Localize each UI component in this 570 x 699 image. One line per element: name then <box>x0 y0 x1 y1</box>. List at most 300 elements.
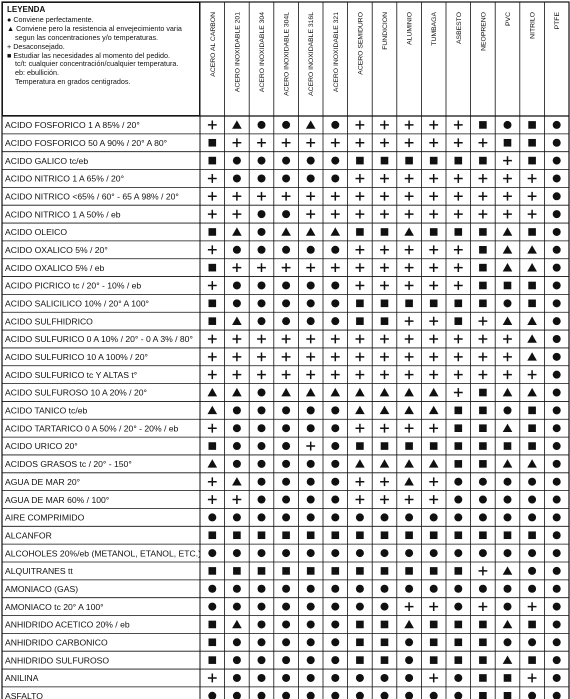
square-symbol <box>528 121 536 129</box>
plus-symbol <box>479 210 488 219</box>
plus-symbol <box>503 174 512 183</box>
circle-symbol <box>307 513 315 521</box>
square-symbol <box>528 424 536 432</box>
circle-symbol <box>331 620 339 628</box>
circle-symbol <box>381 674 389 682</box>
triangle-symbol <box>503 317 513 325</box>
circle-symbol <box>331 585 339 593</box>
row-label: ACIDO SULFURICO tc Y ALTAS t° <box>5 369 138 380</box>
triangle-symbol <box>404 227 414 235</box>
square-symbol <box>455 228 463 236</box>
column-header: ACERO AL CARBON <box>209 12 217 77</box>
plus-symbol <box>380 352 389 361</box>
triangle-symbol <box>527 459 537 467</box>
row-label: ACIDO URICO 20° <box>5 441 78 452</box>
plus-symbol <box>208 477 217 486</box>
plus-symbol <box>282 370 291 379</box>
circle-symbol <box>381 585 389 593</box>
square-symbol <box>455 638 463 646</box>
square-symbol <box>479 531 487 539</box>
triangle-symbol <box>404 406 414 414</box>
square-symbol <box>356 638 364 646</box>
triangle-symbol <box>429 406 439 414</box>
circle-symbol <box>553 335 561 343</box>
square-symbol <box>381 317 389 325</box>
circle-symbol <box>553 531 561 539</box>
plus-symbol <box>356 210 365 219</box>
triangle-symbol <box>306 227 316 235</box>
circle-symbol <box>233 246 241 254</box>
square-symbol <box>504 674 512 682</box>
circle-symbol <box>233 442 241 450</box>
legend-line: eb: ebullición. <box>15 68 59 78</box>
circle-symbol <box>282 674 290 682</box>
square-symbol <box>209 656 217 664</box>
square-symbol <box>430 157 438 165</box>
row-label: ACIDO NITRICO 1 A 65% / 20° <box>5 173 125 184</box>
column-header: ACERO INOXIDABLE 316L <box>308 12 316 96</box>
circle-symbol <box>307 656 315 664</box>
circle-symbol <box>504 406 512 414</box>
plus-symbol <box>356 335 365 344</box>
circle-symbol <box>233 460 241 468</box>
square-symbol <box>209 567 217 575</box>
plus-symbol <box>380 424 389 433</box>
plus-symbol <box>454 121 463 130</box>
plus-symbol <box>528 370 537 379</box>
row-label: ACIDO SALICILICO 10% / 20° A 100° <box>5 298 149 309</box>
circle-symbol <box>479 478 487 486</box>
circle-symbol <box>405 513 413 521</box>
circle-symbol <box>553 513 561 521</box>
row-label: ACIDO OXALICO 5% / eb <box>5 262 105 273</box>
plus-symbol <box>405 138 414 147</box>
circle-symbol <box>454 603 462 611</box>
plus-symbol <box>356 352 365 361</box>
column-header: NEOPRENO <box>480 12 488 51</box>
circle-symbol <box>553 139 561 147</box>
triangle-symbol <box>380 388 390 396</box>
square-symbol <box>479 621 487 629</box>
triangle-symbol <box>232 317 242 325</box>
plus-symbol <box>405 335 414 344</box>
circle-symbol <box>528 549 536 557</box>
circle-symbol <box>258 549 266 557</box>
triangle-symbol <box>306 388 316 396</box>
circle-symbol <box>258 442 266 450</box>
legend-line: ● Conviene perfectamente. <box>7 14 94 24</box>
square-symbol <box>430 567 438 575</box>
circle-symbol <box>504 585 512 593</box>
plus-symbol <box>356 245 365 254</box>
circle-symbol <box>233 603 241 611</box>
square-symbol <box>405 442 413 450</box>
square-symbol <box>209 317 217 325</box>
circle-symbol <box>331 478 339 486</box>
plus-symbol <box>405 424 414 433</box>
plus-symbol <box>528 602 537 611</box>
circle-symbol <box>282 549 290 557</box>
plus-symbol <box>208 495 217 504</box>
square-symbol <box>479 121 487 129</box>
square-symbol <box>332 531 340 539</box>
triangle-symbol <box>503 424 513 432</box>
plus-symbol <box>429 477 438 486</box>
row-label: AMONIACO tc 20° A 100° <box>5 601 104 612</box>
plus-symbol <box>380 370 389 379</box>
circle-symbol <box>307 692 315 699</box>
circle-symbol <box>356 603 364 611</box>
square-symbol <box>455 567 463 575</box>
circle-symbol <box>454 585 462 593</box>
circle-symbol <box>553 121 561 129</box>
square-symbol <box>455 317 463 325</box>
square-symbol <box>479 264 487 272</box>
plus-symbol <box>503 192 512 201</box>
plus-symbol <box>233 192 242 201</box>
plus-symbol <box>356 424 365 433</box>
plus-symbol <box>454 335 463 344</box>
circle-symbol <box>553 424 561 432</box>
row-label: ANHIDRIDO SULFUROSO <box>5 655 110 666</box>
circle-symbol <box>381 513 389 521</box>
triangle-symbol <box>232 120 242 128</box>
row-label: ALCANFOR <box>5 530 52 541</box>
circle-symbol <box>504 496 512 504</box>
square-symbol <box>356 621 364 629</box>
square-symbol <box>430 442 438 450</box>
row-label: AIRE COMPRIMIDO <box>5 512 85 523</box>
square-symbol <box>381 656 389 664</box>
triangle-symbol <box>404 459 414 467</box>
square-symbol <box>430 531 438 539</box>
square-symbol <box>209 442 217 450</box>
plus-symbol <box>257 335 266 344</box>
square-symbol <box>209 300 217 308</box>
square-symbol <box>356 656 364 664</box>
square-symbol <box>455 424 463 432</box>
circle-symbol <box>282 210 290 218</box>
triangle-symbol <box>404 477 414 485</box>
plus-symbol <box>380 210 389 219</box>
square-symbol <box>405 531 413 539</box>
triangle-symbol <box>503 263 513 271</box>
square-symbol <box>479 674 487 682</box>
circle-symbol <box>553 567 561 575</box>
circle-symbol <box>553 246 561 254</box>
circle-symbol <box>553 620 561 628</box>
plus-symbol <box>380 245 389 254</box>
square-symbol <box>307 531 315 539</box>
row-label: AGUA DE MAR 20° <box>5 476 81 487</box>
circle-symbol <box>356 513 364 521</box>
circle-symbol <box>405 549 413 557</box>
column-header: ACERO INOXIDABLE 321 <box>332 12 340 93</box>
plus-symbol <box>356 281 365 290</box>
column-header: ACERO SEMIDURO <box>357 12 365 75</box>
plus-symbol <box>380 121 389 130</box>
triangle-symbol <box>503 566 513 574</box>
square-symbol <box>307 567 315 575</box>
square-symbol <box>479 228 487 236</box>
circle-symbol <box>553 317 561 325</box>
circle-symbol <box>307 549 315 557</box>
circle-symbol <box>553 585 561 593</box>
square-symbol <box>356 442 364 450</box>
plus-symbol <box>356 192 365 201</box>
circle-symbol <box>282 478 290 486</box>
circle-symbol <box>504 603 512 611</box>
circle-symbol <box>331 174 339 182</box>
plus-symbol <box>208 121 217 130</box>
circle-symbol <box>282 603 290 611</box>
plus-symbol <box>405 317 414 326</box>
circle-symbol <box>553 656 561 664</box>
plus-symbol <box>405 263 414 272</box>
plus-symbol <box>257 192 266 201</box>
square-symbol <box>282 531 290 539</box>
plus-symbol <box>479 192 488 201</box>
plus-symbol <box>405 370 414 379</box>
circle-symbol <box>381 692 389 699</box>
circle-symbol <box>307 460 315 468</box>
circle-symbol <box>282 656 290 664</box>
plus-symbol <box>306 192 315 201</box>
legend-line: segun las concentraciones y/o temperaturas. <box>15 32 159 42</box>
row-label: AGUA DE MAR 60% / 100° <box>5 494 110 505</box>
triangle-symbol <box>429 459 439 467</box>
square-symbol <box>455 300 463 308</box>
triangle-symbol <box>380 406 390 414</box>
plus-symbol <box>405 245 414 254</box>
plus-symbol <box>528 174 537 183</box>
circle-symbol <box>282 692 290 699</box>
circle-symbol <box>258 246 266 254</box>
plus-symbol <box>356 174 365 183</box>
triangle-symbol <box>208 388 218 396</box>
circle-symbol <box>381 549 389 557</box>
triangle-symbol <box>232 388 242 396</box>
circle-symbol <box>307 246 315 254</box>
plus-symbol <box>454 352 463 361</box>
row-label: ANHIDRIDO ACETICO 20% / eb <box>5 619 130 630</box>
plus-symbol <box>405 210 414 219</box>
circle-symbol <box>331 656 339 664</box>
circle-symbol <box>233 513 241 521</box>
circle-symbol <box>405 638 413 646</box>
circle-symbol <box>307 478 315 486</box>
plus-symbol <box>479 370 488 379</box>
circle-symbol <box>282 496 290 504</box>
triangle-symbol <box>404 388 414 396</box>
plus-symbol <box>208 424 217 433</box>
plus-symbol <box>282 138 291 147</box>
square-symbol <box>455 621 463 629</box>
square-symbol <box>381 157 389 165</box>
row-label: ACIDO TANICO tc/eb <box>5 405 88 416</box>
plus-symbol <box>356 370 365 379</box>
square-symbol <box>381 228 389 236</box>
circle-symbol <box>454 674 462 682</box>
circle-symbol <box>381 603 389 611</box>
square-symbol <box>381 638 389 646</box>
triangle-symbol <box>503 459 513 467</box>
circle-symbol <box>282 406 290 414</box>
circle-symbol <box>307 585 315 593</box>
square-symbol <box>504 139 512 147</box>
circle-symbol <box>430 585 438 593</box>
square-symbol <box>479 246 487 254</box>
triangle-symbol <box>429 388 439 396</box>
square-symbol <box>479 638 487 646</box>
triangle-symbol <box>503 620 513 628</box>
circle-symbol <box>553 478 561 486</box>
circle-symbol <box>307 281 315 289</box>
plus-symbol <box>233 495 242 504</box>
square-symbol <box>528 442 536 450</box>
circle-symbol <box>282 317 290 325</box>
plus-symbol <box>380 263 389 272</box>
circle-symbol <box>504 549 512 557</box>
column-header: FUNDICION <box>382 12 389 50</box>
circle-symbol <box>307 424 315 432</box>
circle-symbol <box>504 478 512 486</box>
circle-symbol <box>258 157 266 165</box>
square-symbol <box>479 157 487 165</box>
square-symbol <box>479 656 487 664</box>
plus-symbol <box>233 352 242 361</box>
plus-symbol <box>528 674 537 683</box>
circle-symbol <box>258 620 266 628</box>
square-symbol <box>430 656 438 664</box>
square-symbol <box>405 300 413 308</box>
plus-symbol <box>380 138 389 147</box>
plus-symbol <box>331 335 340 344</box>
row-label: ACIDO OXALICO 5% / 20° <box>5 245 108 255</box>
plus-symbol <box>257 263 266 272</box>
square-symbol <box>356 531 364 539</box>
plus-symbol <box>479 602 488 611</box>
circle-symbol <box>258 603 266 611</box>
circle-symbol <box>307 406 315 414</box>
plus-symbol <box>454 263 463 272</box>
plus-symbol <box>528 192 537 201</box>
circle-symbol <box>479 585 487 593</box>
plus-symbol <box>356 263 365 272</box>
circle-symbol <box>553 638 561 646</box>
circle-symbol <box>258 478 266 486</box>
legend-title: LEYENDA <box>7 5 46 14</box>
plus-symbol <box>356 121 365 130</box>
plus-symbol <box>208 352 217 361</box>
square-symbol <box>504 282 512 290</box>
circle-symbol <box>233 174 241 182</box>
row-label: ASFALTO <box>5 691 43 699</box>
circle-symbol <box>331 442 339 450</box>
square-symbol <box>209 157 217 165</box>
plus-symbol <box>380 174 389 183</box>
plus-symbol <box>282 263 291 272</box>
row-label: ACIDO FOSFORICO 50 A 90% / 20° A 80° <box>5 137 168 148</box>
circle-symbol <box>553 174 561 182</box>
circle-symbol <box>258 460 266 468</box>
circle-symbol <box>479 549 487 557</box>
plus-symbol <box>306 263 315 272</box>
plus-symbol <box>306 210 315 219</box>
circle-symbol <box>258 496 266 504</box>
row-label: AMONIACO (GAS) <box>5 583 79 594</box>
square-symbol <box>356 228 364 236</box>
row-label: ALCOHOLES 20%/eb (METANOL, ETANOL, ETC.) <box>5 548 201 559</box>
circle-symbol <box>208 513 216 521</box>
plus-symbol <box>479 317 488 326</box>
circle-symbol <box>454 496 462 504</box>
circle-symbol <box>282 513 290 521</box>
circle-symbol <box>553 406 561 414</box>
plus-symbol <box>429 495 438 504</box>
square-symbol <box>209 531 217 539</box>
plus-symbol <box>233 138 242 147</box>
circle-symbol <box>454 692 462 699</box>
row-label: ANILINA <box>5 673 39 684</box>
plus-symbol <box>282 352 291 361</box>
circle-symbol <box>553 192 561 200</box>
square-symbol <box>455 460 463 468</box>
plus-symbol <box>429 335 438 344</box>
circle-symbol <box>307 157 315 165</box>
circle-symbol <box>258 585 266 593</box>
row-label: ACIDO SULFURICO 0 A 10% / 20° - 0 A 3% / 80° <box>5 334 193 345</box>
plus-symbol <box>208 674 217 683</box>
column-header: PTFE <box>554 12 562 30</box>
circle-symbol <box>258 281 266 289</box>
plus-symbol <box>454 192 463 201</box>
circle-symbol <box>553 281 561 289</box>
circle-symbol <box>454 478 462 486</box>
circle-symbol <box>356 692 364 699</box>
circle-symbol <box>331 549 339 557</box>
square-symbol <box>405 157 413 165</box>
square-symbol <box>528 157 536 165</box>
legend-line: ▲ Conviene pero la resistencia al envejecimiento varia <box>7 23 182 33</box>
circle-symbol <box>504 513 512 521</box>
plus-symbol <box>380 192 389 201</box>
plus-symbol <box>356 477 365 486</box>
plus-symbol <box>479 567 488 576</box>
plus-symbol <box>454 210 463 219</box>
circle-symbol <box>258 638 266 646</box>
circle-symbol <box>208 549 216 557</box>
circle-symbol <box>405 674 413 682</box>
triangle-symbol <box>503 227 513 235</box>
square-symbol <box>430 638 438 646</box>
plus-symbol <box>429 138 438 147</box>
circle-symbol <box>553 353 561 361</box>
circle-symbol <box>331 406 339 414</box>
square-symbol <box>356 300 364 308</box>
triangle-symbol <box>503 388 513 396</box>
column-header: PVC <box>505 12 512 26</box>
circle-symbol <box>331 299 339 307</box>
plus-symbol <box>380 281 389 290</box>
plus-symbol <box>331 210 340 219</box>
plus-symbol <box>429 281 438 290</box>
circle-symbol <box>282 174 290 182</box>
circle-symbol <box>528 692 536 699</box>
square-symbol <box>479 407 487 415</box>
plus-symbol <box>405 495 414 504</box>
circle-symbol <box>258 210 266 218</box>
